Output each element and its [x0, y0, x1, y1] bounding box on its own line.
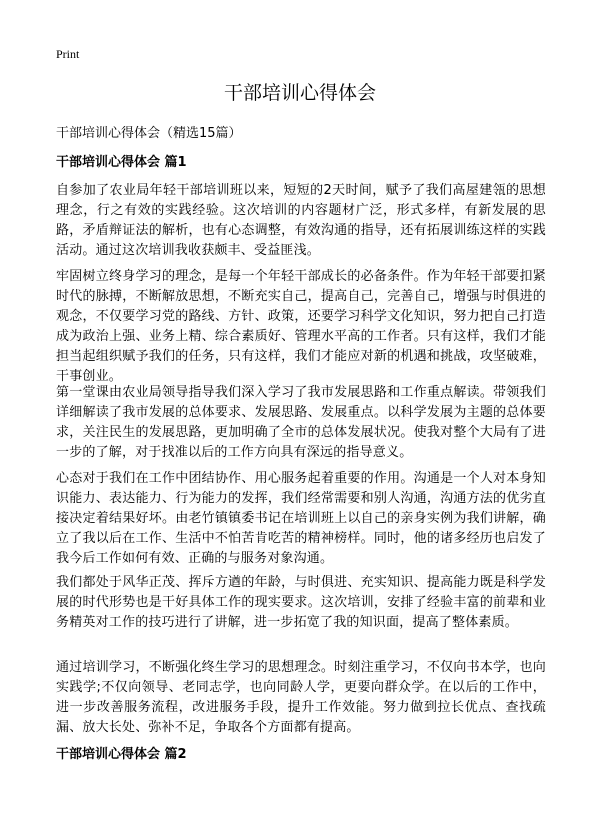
section-heading-1: 干部培训心得体会 篇1 [56, 155, 187, 170]
paragraph-6: 通过培训学习，不断强化终生学习的思想理念。时刻注重学习，不仅向书本学，也向实践学;不仅向领导、老同志学，也向同龄人学，更要向群众学。在以后的工作中，进一步改善服务流程，改进服务手段，提升工作效能。努力做到拉长优点、查找疏漏、放大长处、弥补不足，争取各个方面都有提高。 [56, 660, 546, 735]
paragraph-2: 牢固树立终身学习的理念，是每一个年轻干部成长的必备条件。作为年轻干部要扣紧时代的脉搏，不断解放思想，不断充实自己，提高自己，完善自己，增强与时俱进的观念，不仅要学习党的路线、方针、政策，还要学习科学文化知识，努力把自己打造成为政治上强、业务上精、综合素质好、管理水平高的工作者。只有这样，我们才能担当起组织赋予我们的任务，只有这样，我们才能应对新的机遇和挑战，攻坚破难，干事创业。 [56, 269, 546, 384]
document-subtitle: 干部培训心得体会（精选15篇） [56, 126, 242, 141]
paragraph-4: 心态对于我们在工作中团结协作、用心服务起着重要的作用。沟通是一个人对本身知识能力、表达能力、行为能力的发挥，我们经常需要和别人沟通，沟通方法的优劣直接决定着结果好坏。由老竹镇镇委书记在培训班上以自己的亲身实例为我们讲解，确立了我以后在工作、生活中不怕苦肯吃苦的精神榜样。同时，他的诸多经历也启发了我今后工作如何有效、正确的与服务对象沟通。 [56, 471, 546, 566]
paragraph-3: 第一堂课由农业局领导指导我们深入学习了我市发展思路和工作重点解读。带领我们详细解读了我市发展的总体要求、发展思路、发展重点。以科学发展为主题的总体要求，关注民生的发展思路，更加明确了全市的总体发展状况。使我对整个大局有了进一步的了解，对于找准以后的工作方向具有深远的指导意义。 [56, 385, 546, 460]
paragraph-5: 我们都处于风华正茂、挥斥方遒的年龄，与时俱进、充实知识、提高能力既是科学发展的时代形势也是干好具体工作的现实要求。这次培训，安排了经验丰富的前辈和业务精英对工作的技巧进行了讲解，进一步拓宽了我的知识面，提高了整体素质。 [56, 575, 546, 630]
document-title: 干部培训心得体会 [223, 82, 376, 104]
paragraph-1: 自参加了农业局年轻干部培训班以来，短短的2天时间，赋予了我们高屋建瓴的思想理念，行之有效的实践经验。这次培训的内容题材广泛，形式多样，有新发展的思路，矛盾辩证法的解析，也有心态调整，有效沟通的指导，还有拓展训练这样的实践活动。通过这次培训我收获颇丰、受益匪浅。 [56, 183, 546, 258]
section-heading-2: 干部培训心得体会 篇2 [56, 747, 187, 762]
print-link[interactable]: Print [56, 47, 80, 61]
